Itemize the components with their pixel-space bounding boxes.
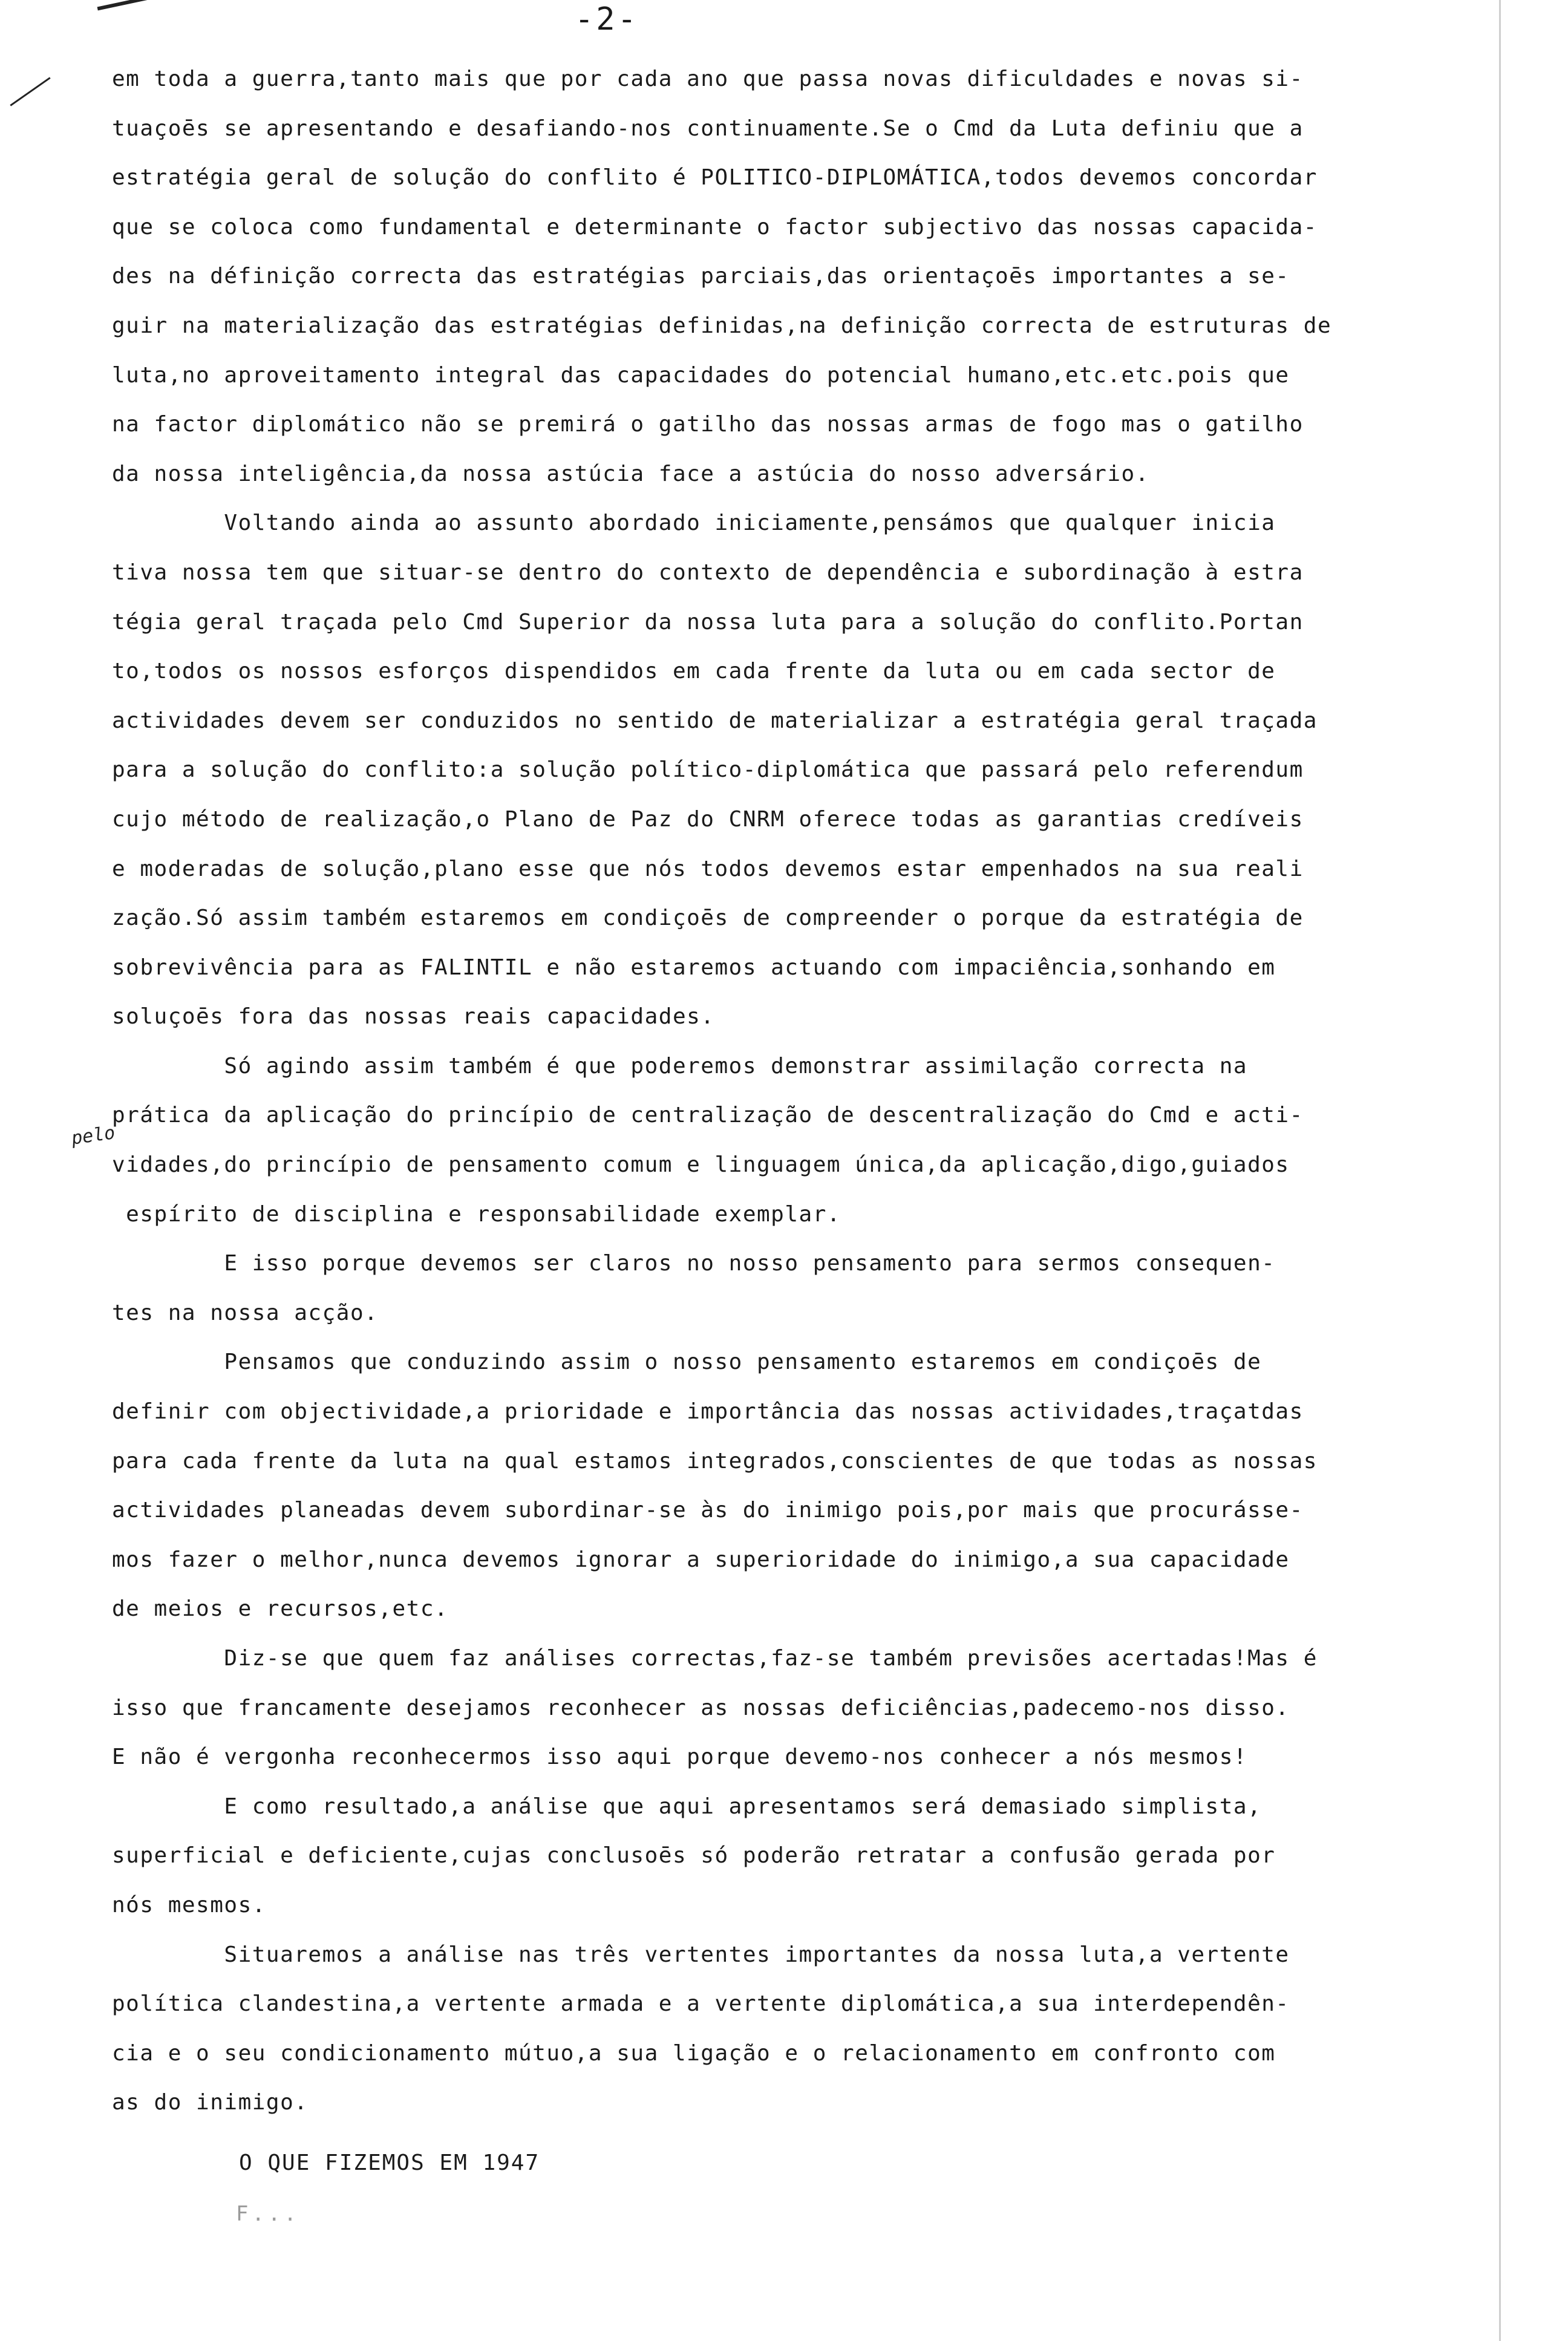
text-line: de meios e recursos,etc.	[112, 1596, 449, 1622]
text-line: superficial e deficiente,cujas conclusoēs só poderão retratar a confusão gerada por	[112, 1843, 1276, 1869]
text-line: E não é vergonha reconhecermos isso aqui porque devemo-nos conhecer a nós mesmos!	[112, 1745, 1248, 1770]
text-line: actividades devem ser conduzidos no sentido de materializar a estratégia geral traçada	[112, 708, 1318, 733]
text-line: sobrevivência para as FALINTIL e não estaremos actuando com impaciência,sonhando em	[112, 955, 1276, 980]
text-line: da nossa inteligência,da nossa astúcia face a astúcia do nosso adversário.	[112, 461, 1149, 486]
scan-edge-mark	[10, 77, 50, 106]
text-line: em toda a guerra,tanto mais que por cada ano que passa novas dificuldades e novas si-	[112, 67, 1304, 91]
page-number: -2-	[575, 1, 639, 38]
section-heading: O QUE FIZEMOS EM 1947	[239, 2150, 540, 2175]
text-line: E como resultado,a análise que aqui apresentamos será demasiado simplista,	[112, 1794, 1262, 1819]
scan-edge-mark	[1499, 0, 1501, 2341]
text-line: tégia geral traçada pelo Cmd Superior da nossa luta para a solução do conflito.Portan	[112, 609, 1304, 635]
body-text	[112, 54, 1416, 2127]
text-line: e moderadas de solução,plano esse que nós todos devemos estar empenhados na sua reali	[112, 856, 1304, 881]
text-line: mos fazer o melhor,nunca devemos ignorar a superioridade do inimigo,a sua capacidade	[112, 1547, 1290, 1572]
text-line: cujo método de realização,o Plano de Paz do CNRM oferece todas as garantias credíveis	[112, 806, 1304, 832]
text-line: Diz-se que quem faz análises correctas,faz-se também previsões acertadas!Mas é	[112, 1646, 1318, 1671]
text-line: des na définição correcta das estratégias parciais,das orientaçoēs importantes a se-	[112, 264, 1290, 289]
text-line: cia e o seu condicionamento mútuo,a sua ligação e o relacionamento em confronto com	[112, 2040, 1276, 2066]
text-line: Voltando ainda ao assunto abordado iniciamente,pensámos que qualquer inicia	[112, 511, 1276, 536]
text-line: que se coloca como fundamental e determinante o factor subjectivo das nossas capacida-	[112, 214, 1318, 240]
text-line: to,todos os nossos esforços dispendidos em cada frente da luta ou em cada sector de	[112, 659, 1276, 684]
text-line: política clandestina,a vertente armada e a vertente diplomática,a sua interdependên-	[112, 1991, 1290, 2017]
text-line: Situaremos a análise nas três vertentes importantes da nossa luta,a vertente	[112, 1942, 1290, 1967]
text-line: para a solução do conflito:a solução político-diplomática que passará pelo referendum	[112, 757, 1304, 783]
faded-text-line: F...	[236, 2202, 300, 2226]
text-line: as do inimigo.	[112, 2090, 309, 2115]
text-line: na factor diplomático não se premirá o gatilho das nossas armas de fogo mas o gatilho	[112, 412, 1304, 437]
text-line: soluçoēs fora das nossas reais capacidades.	[112, 1004, 715, 1030]
text-line: tiva nossa tem que situar-se dentro do contexto de dependência e subordinação à estra	[112, 560, 1304, 585]
text-line: para cada frente da luta na qual estamos integrados,conscientes de que todas as nossas	[112, 1448, 1318, 1474]
text-line: nós mesmos.	[112, 1892, 266, 1918]
text-line: tuaçoēs se apresentando e desafiando-nos continuamente.Se o Cmd da Luta definiu que a	[112, 116, 1304, 141]
scan-edge-mark	[97, 0, 163, 10]
text-line: zação.Só assim também estaremos em condiçoēs de compreender o porque da estratégia de	[112, 906, 1304, 931]
handwritten-margin-note: pelo	[70, 1122, 117, 1149]
text-line: prática da aplicação do princípio de centralização de descentralização do Cmd e acti-	[112, 1103, 1304, 1128]
text-line: estratégia geral de solução do conflito é POLITICO-DIPLOMÁTICA,todos devemos concordar	[112, 165, 1318, 191]
text-line: actividades planeadas devem subordinar-se às do inimigo pois,por mais que procurásse-	[112, 1498, 1304, 1523]
text-line: luta,no aproveitamento integral das capacidades do potencial humano,etc.etc.pois que	[112, 362, 1290, 388]
text-line: Só agindo assim também é que poderemos demonstrar assimilação correcta na	[112, 1053, 1248, 1079]
text-line: guir na materialização das estratégias definidas,na definição correcta de estruturas de	[112, 313, 1332, 338]
text-line: tes na nossa acção.	[112, 1300, 379, 1325]
text-line: definir com objectividade,a prioridade e importância das nossas actividades,traçatdas	[112, 1399, 1304, 1425]
text-line: Pensamos que conduzindo assim o nosso pensamento estaremos em condiçoēs de	[112, 1350, 1262, 1375]
text-line: espírito de disciplina e responsabilidade exemplar.	[112, 1201, 841, 1227]
text-line: isso que francamente desejamos reconhecer as nossas deficiências,padecemo-nos disso.	[112, 1695, 1290, 1720]
text-line: vidades,do princípio de pensamento comum e linguagem única,da aplicação,digo,guiados	[112, 1152, 1290, 1178]
text-line: E isso porque devemos ser claros no nosso pensamento para sermos consequen-	[112, 1251, 1276, 1276]
